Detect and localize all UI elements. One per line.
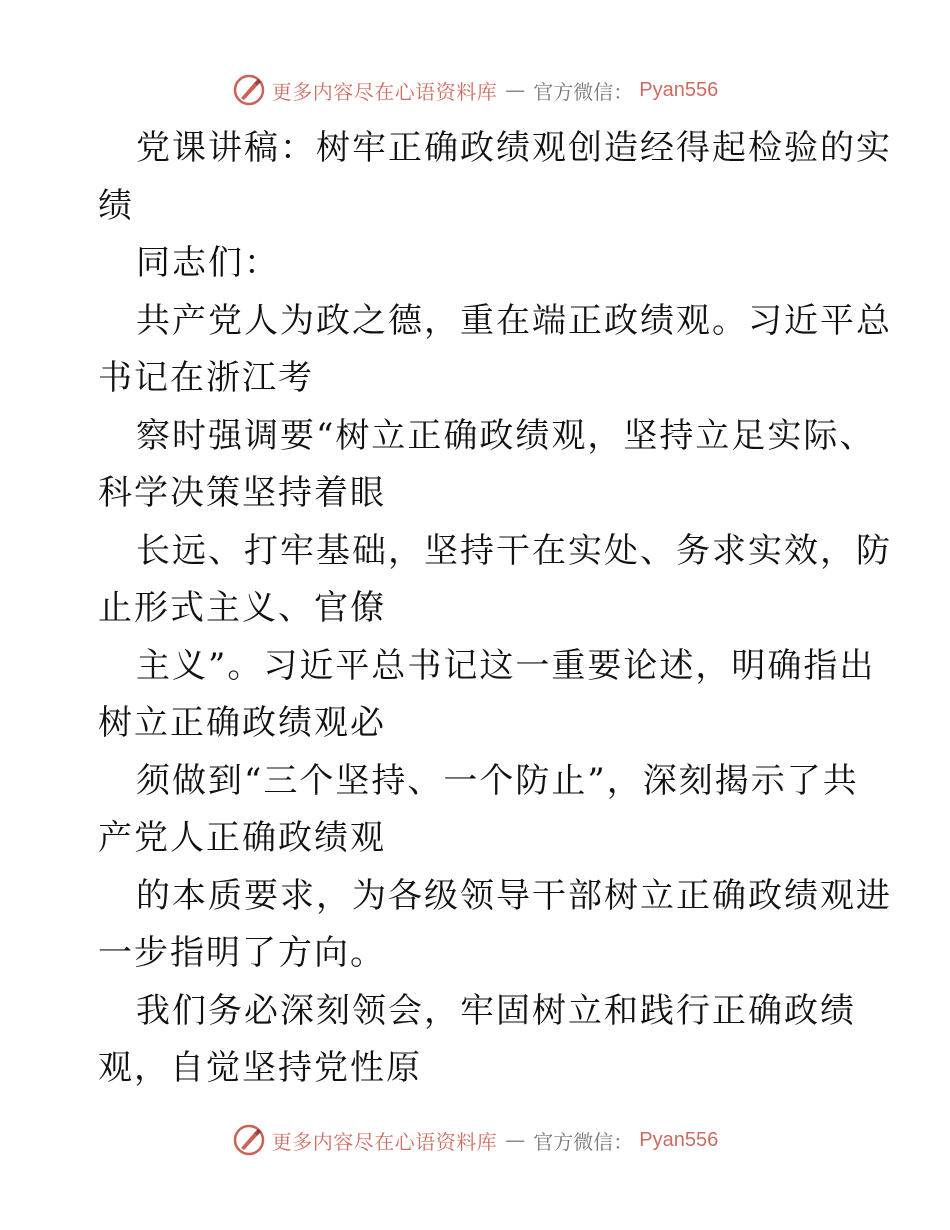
banner-site-text: 更多内容尽在心语资料库 bbox=[271, 79, 498, 104]
text-line: 止形式主义、官僚 bbox=[98, 588, 386, 628]
text-line: 察时强调要“树立正确政绩观，坚持立足实际、 bbox=[136, 415, 876, 456]
footer-watermark-banner bbox=[0, 1120, 950, 1160]
header-watermark-banner bbox=[0, 70, 950, 110]
banner-dash: — bbox=[505, 1128, 526, 1152]
banner-wechat-id: Pyan556 bbox=[639, 78, 719, 101]
banner-inner bbox=[232, 1123, 718, 1157]
text-line: 主义”。习近平总书记这一重要论述，明确指出 bbox=[136, 645, 876, 686]
banner-wechat-id: Pyan556 bbox=[639, 1128, 719, 1151]
text-line: 产党人正确政绩观 bbox=[98, 818, 386, 858]
text-line: 须做到“三个坚持、一个防止”，深刻揭示了共 bbox=[136, 760, 859, 801]
text-line: 科学决策坚持着眼 bbox=[98, 473, 386, 513]
banner-inner bbox=[232, 73, 718, 107]
text-line: 树立正确政绩观必 bbox=[98, 703, 386, 743]
document-body bbox=[98, 120, 892, 1098]
pen-logo-icon bbox=[232, 1123, 266, 1157]
text-line: 长远、打牢基础，坚持干在实处、务求实效，防 bbox=[136, 530, 892, 571]
banner-wechat-label: 官方微信： bbox=[533, 1129, 634, 1154]
title-line-2: 绩 bbox=[98, 185, 134, 226]
pen-logo-icon bbox=[232, 73, 266, 107]
title-line-1: 党课讲稿：树牢正确政绩观创造经得起检验的实 bbox=[136, 128, 892, 168]
text-line: 观，自觉坚持党性原 bbox=[98, 1048, 422, 1088]
text-line: 我们务必深刻领会，牢固树立和践行正确政绩 bbox=[136, 990, 856, 1031]
text-line: 的本质要求，为各级领导干部树立正确政绩观进 bbox=[136, 875, 892, 916]
text-line: 书记在浙江考 bbox=[98, 358, 314, 398]
banner-site-text: 更多内容尽在心语资料库 bbox=[271, 1129, 498, 1154]
salutation-line: 同志们： bbox=[136, 243, 280, 283]
text-line: 共产党人为政之德，重在端正政绩观。习近平总 bbox=[136, 300, 892, 341]
banner-wechat-label: 官方微信： bbox=[533, 79, 634, 104]
text-line: 一步指明了方向。 bbox=[98, 933, 386, 973]
banner-dash: — bbox=[505, 78, 526, 102]
